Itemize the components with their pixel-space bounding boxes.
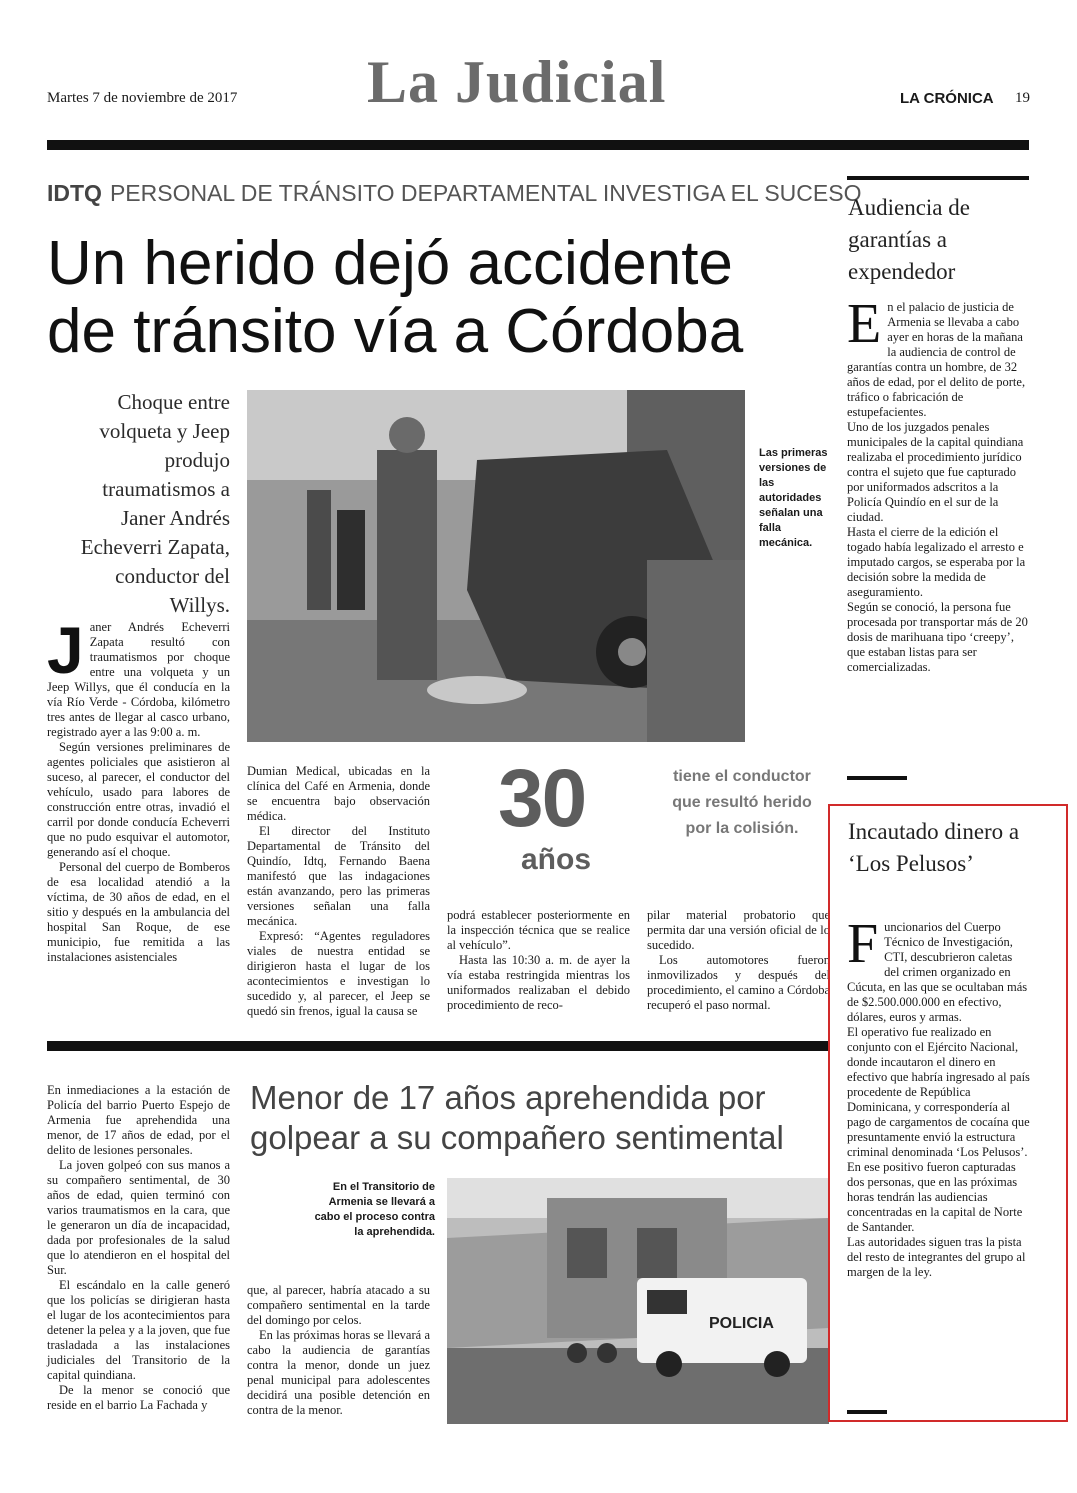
paragraph: En ese positivo fueron capturadas dos personas, que en las próximas horas tendrán las audiencias concentradas en la capital de Norte de Santander.: [847, 1160, 1023, 1234]
story-column-1: [47, 613, 230, 965]
issue-date: Martes 7 de noviembre de 2017: [47, 90, 238, 106]
middle-rule: [47, 1041, 828, 1051]
transitorio-photo: [447, 1178, 829, 1424]
drop-cap: E: [847, 293, 882, 355]
callout-unit: años: [521, 843, 592, 876]
headline-line: Menor de 17 años aprehendida por: [250, 1079, 766, 1116]
headline-line: de tránsito vía a Córdoba: [47, 297, 744, 366]
paragraph: aner Andrés Echeverri Zapata resultó con traumatismos por choque entre una volqueta y un Jeep Willys, que él conducía en la vía Río Verde - Córdoba, kilómetro tres antes de llegar al casco urbano, registrado ayer a las 9:00 a. m.: [47, 620, 230, 739]
paragraph: Personal del cuerpo de Bomberos de esa localidad atendió a la víctima, de 30 años de edad, en el sitio y después en la ambulancia del hospital San Roque, de ese municipio, fue remitida a las instalaciones asistenciales: [47, 860, 230, 964]
accident-photo: [247, 390, 745, 742]
headline-line: Un herido dejó accidente: [47, 229, 733, 298]
newspaper-name: LA CRÓNICA: [900, 90, 994, 107]
page-number: 19: [1015, 90, 1030, 106]
callout-text: tiene el conductor que resultó herido por la colisión.: [672, 768, 812, 837]
story-deck: Choque entre volqueta y Jeep produjo traumatismos a Janer Andrés Echeverri Zapata, conductor del Willys.: [80, 390, 230, 617]
second-headline: [250, 1078, 830, 1158]
callout-number: 30: [498, 753, 586, 844]
paragraph: Hasta el cierre de la edición el togado había legalizado el arresto e imputado cargos, se esperaba por la decisión sobre la medida de aseguramiento.: [847, 525, 1026, 599]
paragraph: Expresó: “Agentes reguladores viales de nuestra entidad se dirigieron hasta el lugar de los acontecimientos e investigan lo sucedido y, al parecer, el Jeep se quedó sin frenos, igual la causa se: [247, 929, 430, 1018]
second-story-column-1: [47, 1083, 230, 1413]
paragraph: En las próximas horas se llevará a cabo la audiencia de garantías contra la menor, donde un juez penal municipal para adolescentes decidirá una posible detención en contra de la menor.: [247, 1328, 430, 1417]
paragraph: Dumian Medical, ubicadas en la clínica del Café en Armenia, donde se encuentra bajo observación médica.: [247, 764, 430, 823]
headline-line: golpear a su compañero sentimental: [250, 1119, 784, 1156]
second-story-column-2: [247, 1283, 430, 1418]
paragraph: uncionarios del Cuerpo Técnico de Investigación, CTI, descubrieron caletas del crimen organizado en Cúcuta, en las que se ocultaban más de $2.500.000.000 en efectivo, dólares, euros y armas.: [847, 920, 1028, 1024]
section-title: La Judicial: [367, 49, 667, 115]
kicker-tag: IDTQ: [47, 180, 102, 206]
top-rule: [47, 140, 1029, 150]
sidebar-end-rule: [847, 776, 907, 780]
sidebar-rule: [847, 176, 1029, 180]
story-column-3: [447, 908, 630, 1013]
sidebar2-body: [847, 913, 1030, 1280]
paragraph: podrá establecer posteriormente en la inspección técnica que se realice al vehículo”.: [447, 908, 630, 952]
paragraph: que, al parecer, habría atacado a su compañero sentimental en la tarde del domingo por celos.: [247, 1283, 430, 1327]
sidebar2-end-rule: [847, 1410, 887, 1414]
paragraph: Hasta las 10:30 a. m. de ayer la vía estaba restringida mientras los uniformados realizaban el debido procedimiento de reco-: [447, 953, 630, 1012]
second-photo-caption: En el Transitorio de Armenia se llevará a cabo el proceso contra la aprehendida.: [314, 1181, 435, 1238]
paragraph: Las autoridades siguen tras la pista del resto de integrantes del grupo al margen de la ley.: [847, 1235, 1026, 1279]
sidebar-body: [847, 293, 1030, 675]
story-column-2: [247, 764, 430, 1019]
drop-cap: J: [47, 613, 84, 687]
paragraph: El escándalo en la calle generó que los policías se dirigieran hasta el lugar de los acontecimientos para detener la pelea y a la joven, que fue trasladada a las instalaciones judiciales del Transitorio de la capital quindiana.: [47, 1278, 230, 1382]
paragraph: El operativo fue realizado en conjunto con el Ejército Nacional, donde incautaron el dinero en efectivo que habría ingresado al país procedente de República Dominicana, y correspondería al pago de cargamentos de cocaína que presuntamente envió la estructura criminal denominada ‘Los Pelusos’.: [847, 1025, 1030, 1159]
paragraph: De la menor se conoció que reside en el barrio La Fachada y: [47, 1383, 230, 1412]
paragraph: Uno de los juzgados penales municipales de la capital quindiana realizaba el procedimiento jurídico contra el sujeto que fue capturado por uniformados adscritos a la Policía Quindío en el sur de la ciudad.: [847, 420, 1024, 524]
paragraph: pilar material probatorio que permita dar una versión oficial de lo sucedido.: [647, 908, 830, 952]
paragraph: Según se conoció, la persona fue procesada por transportar más de 20 dosis de marihuana tipo ‘creepy’, que estaban listas para ser comercializadas.: [847, 600, 1028, 674]
drop-cap: F: [847, 913, 879, 975]
story-column-4: [647, 908, 830, 1013]
paragraph: n el palacio de justicia de Armenia se llevaba a cabo ayer en horas de la mañana la audiencia de control de garantías contra un hombre, de 32 años de edad, por el delito de porte, tráfico o fabricación de estupefacientes.: [847, 300, 1026, 419]
kicker-text: PERSONAL DE TRÁNSITO DEPARTAMENTAL INVESTIGA EL SUCESO: [109, 180, 862, 206]
paragraph: El director del Instituto Departamental de Tránsito del Quindío, Idtq, Fernando Baena manifestó que las indagaciones están avanzando, pero las primeras versiones señalan una falla mecánica.: [247, 824, 430, 928]
paragraph: En inmediaciones a la estación de Policía del barrio Puerto Espejo de Armenia fue aprehendida una menor, de 17 años de edad, por el delito de lesiones personales.: [47, 1083, 230, 1157]
paragraph: Los automotores fueron inmovilizados y después del procedimiento, el camino a Córdoba recuperó el paso normal.: [647, 953, 830, 1012]
van-label: POLICIA: [709, 1315, 774, 1332]
sidebar2-headline: Incautado dinero a ‘Los Pelusos’: [848, 819, 1020, 876]
sidebar-headline: Audiencia de garantías a expendedor: [848, 195, 970, 284]
photo-caption: Las primeras versiones de las autoridades señalan una falla mecánica.: [759, 447, 828, 549]
kicker: [47, 180, 861, 207]
paragraph: Según versiones preliminares de agentes policiales que asistieron al suceso, al parecer, el conductor del vehículo, usado para labores de construcción entre otras, invadió el carril por donde conducía Echeverri que no pudo esquivar el automotor, generando así el choque.: [47, 740, 230, 859]
paragraph: La joven golpeó con sus manos a su compañero sentimental, de 30 años de edad, quien terminó con varios traumatismos en la cara, que le generaron un día de incapacidad, dada por profesionales de la salud que lo atendieron en el hospital del Sur.: [47, 1158, 230, 1277]
main-headline: [47, 230, 827, 366]
